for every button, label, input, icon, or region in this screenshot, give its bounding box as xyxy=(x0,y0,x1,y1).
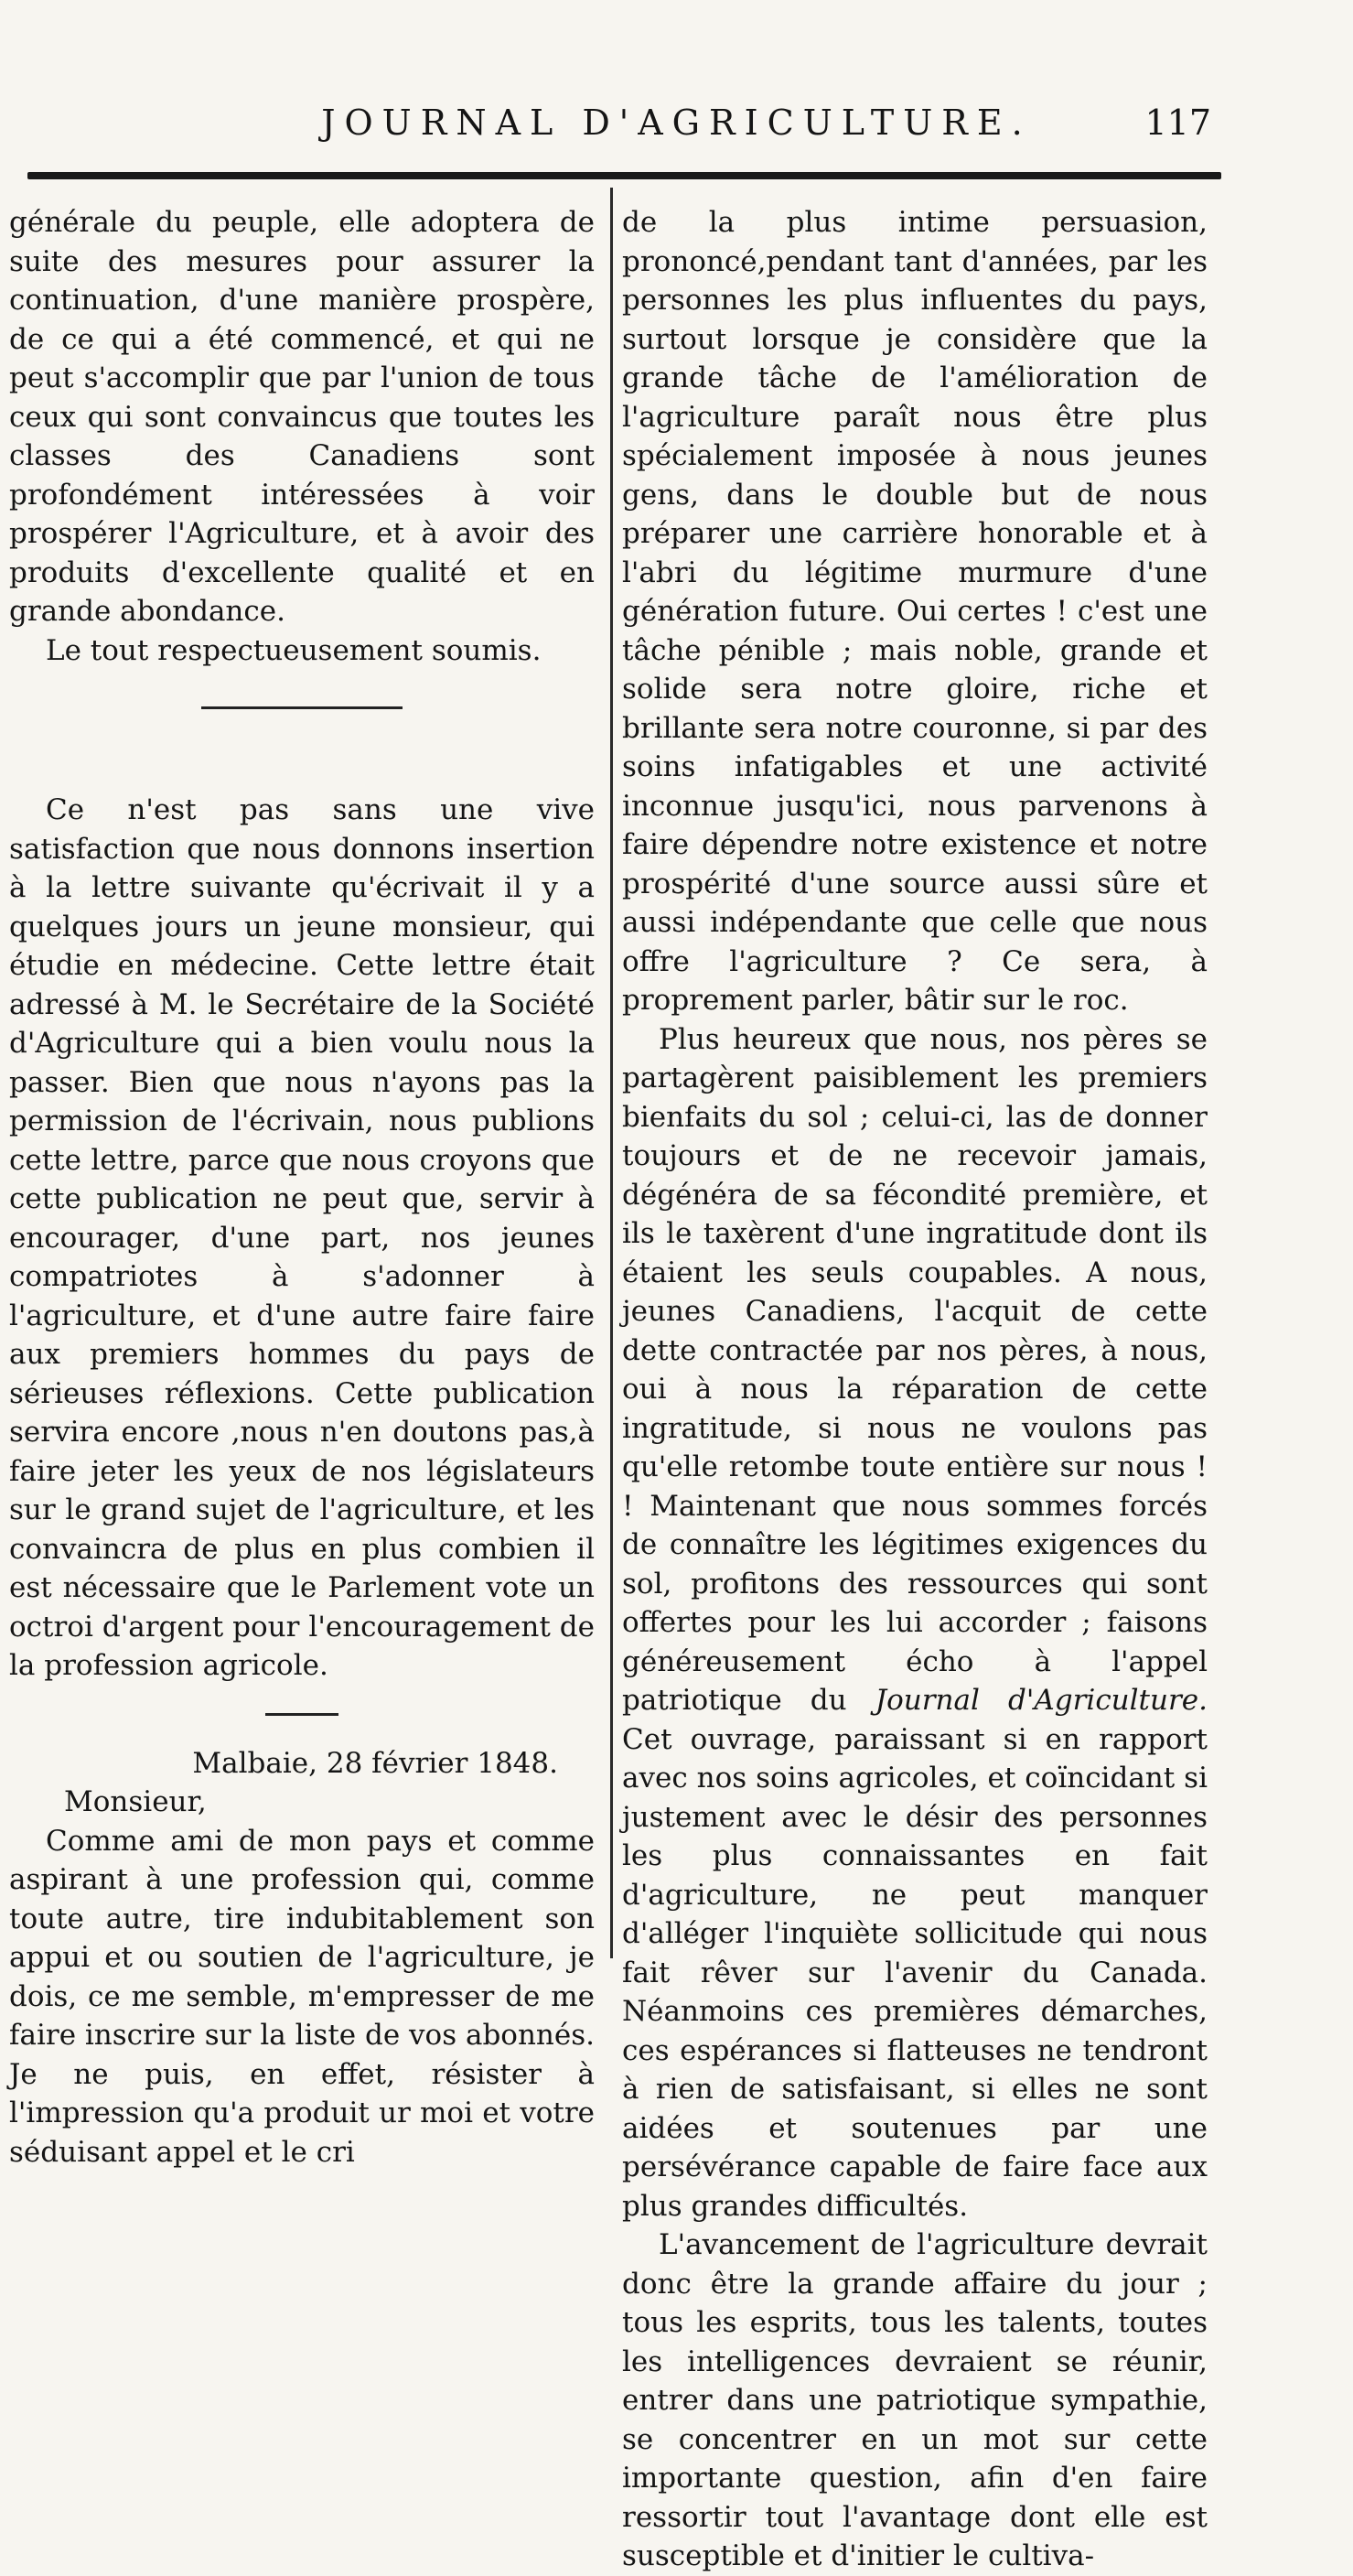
page-number: 117 xyxy=(1144,102,1211,143)
left-column xyxy=(9,203,595,2172)
paragraph xyxy=(622,1020,1208,2226)
closing-line: Le tout respectueusement soumis. xyxy=(46,633,542,667)
paragraph: Ce n'est pas sans une vive satisfaction que nous donnons insertion à la lettre suivante qu'écrivait il y a quelques jours un jeune monsieur, qui étudie en médecine. Cette lettre était adressé à M. le Secrétaire de la Société d'Agriculture qui a bien voulu nous la passer. Bien que nous n'ayons pas la permission de l'écrivain, nous publions cette lettre, parce que nous croyons que cette publication ne peut que, servir à encourager, d'une part, nos jeunes compatriotes à s'adonner à l'agriculture, et d'une autre faire faire aux premiers hommes du pays de sérieuses réflexions. Cette publication servira encore ,nous n'en doutons pas,à faire jeter les yeux de nos législateurs sur le grand sujet de l'agriculture, et les convaincra de plus en plus combien il est nécessaire que le Parlement vote un octroi d'argent pour l'encouragement de la profession agricole. xyxy=(9,793,595,1682)
page-header xyxy=(0,92,1353,156)
section-rule xyxy=(9,670,595,743)
letter-salutation: Monsieur, xyxy=(64,1785,207,1818)
section-rule-short xyxy=(9,1686,595,1741)
running-title: JOURNAL D'AGRICULTURE. xyxy=(321,102,1032,143)
column-divider xyxy=(610,188,613,1958)
header-rule xyxy=(27,172,1221,179)
paragraph: générale du peuple, elle adoptera de suite des mesures pour assurer la continuation, d'une manière prospère, de ce qui a été commencé, et qui ne peut s'accomplir que par l'union de tous ceux qui sont convaincus que toutes les classes des Canadiens sont profondément intéressées à voir prospérer l'Agriculture, et à avoir des produits d'excellente qualité et en grande abondance. xyxy=(9,206,595,628)
right-column xyxy=(622,203,1208,2576)
paragraph: Comme ami de mon pays et comme aspirant à une profession qui, comme toute autre, tire indubitablement son appui et ou soutien de l'agriculture, je dois, ce me semble, m'empresser de me faire inscrire sur la liste de vos abonnés. Je ne puis, en effet, résister à l'impression qu'a produit ur moi et votre séduisant appel et le cri xyxy=(9,1824,595,2169)
paragraph: L'avancement de l'agriculture devrait donc être la grande affaire du jour ; tous les esprits, tous les talents, toutes les intelligences devraient se réunir, entrer dans une patriotique sympathie, se concentrer en un mot sur cette importante question, afin d'en faire ressortir tout l'avantage dont elle est susceptible et d'initier le cultiva- xyxy=(622,2228,1208,2572)
paragraph-text: Plus heureux que nous, nos pères se partagèrent paisiblement les premiers bienfaits du sol ; celui-ci, las de donner toujours et de ne recevoir jamais, dégénéra de sa fécondité première, et ils le taxèrent d'une ingratitude dont ils étaient les seuls coupables. A nous, jeunes Canadiens, l'acquit de cette dette contractée par nos pères, à nous, oui à nous la réparation de cette ingratitude, si nous ne voulons pas qu'elle retombe toute entière sur nous ! ! Maintenant que nous sommes forcés de connaître les légitimes exigences du sol, profitons des ressources qui sont offertes pour les lui accorder ; faisons généreusement écho à l'appel patriotique du xyxy=(622,1022,1208,1717)
journal-title: Journal d'Agriculture. xyxy=(875,1684,1208,1717)
letter-date: Malbaie, 28 février 1848. xyxy=(192,1746,558,1780)
paragraph: de la plus intime persuasion, prononcé,pendant tant d'années, par les personnes les plus influentes du pays, surtout lorsque je considère que la grande tâche de l'amélioration de l'agriculture paraît nous être plus spécialement imposée à nous jeunes gens, dans le double but de nous préparer une carrière honorable et à l'abri du légitime murmure d'une génération future. Oui certes ! c'est une tâche pénible ; mais noble, grande et solide sera notre gloire, riche et brillante sera notre couronne, si par des soins infatigables et une activité inconnue jusqu'ici, nous parvenons à faire dépendre notre existence et notre prospérité d'une source aussi sûre et aussi indépendante que celle que nous offre l'agriculture ? Ce sera, à proprement parler, bâtir sur le roc. xyxy=(622,206,1208,1017)
paragraph-text: Cet ouvrage, paraissant si en rapport avec nos soins agricoles, et coïncidant si justement avec le désir des personnes les plus connaissantes en fait d'agriculture, ne peut manquer d'alléger l'inquiète sollicitude qui nous fait rêver sur l'avenir du Canada. Néanmoins ces premières démarches, ces espérances si flatteuses ne tendront à rien de satisfaisant, si elles ne sont aidées et soutenues par une persévérance capable de faire face aux plus grandes difficultés. xyxy=(622,1722,1208,2223)
